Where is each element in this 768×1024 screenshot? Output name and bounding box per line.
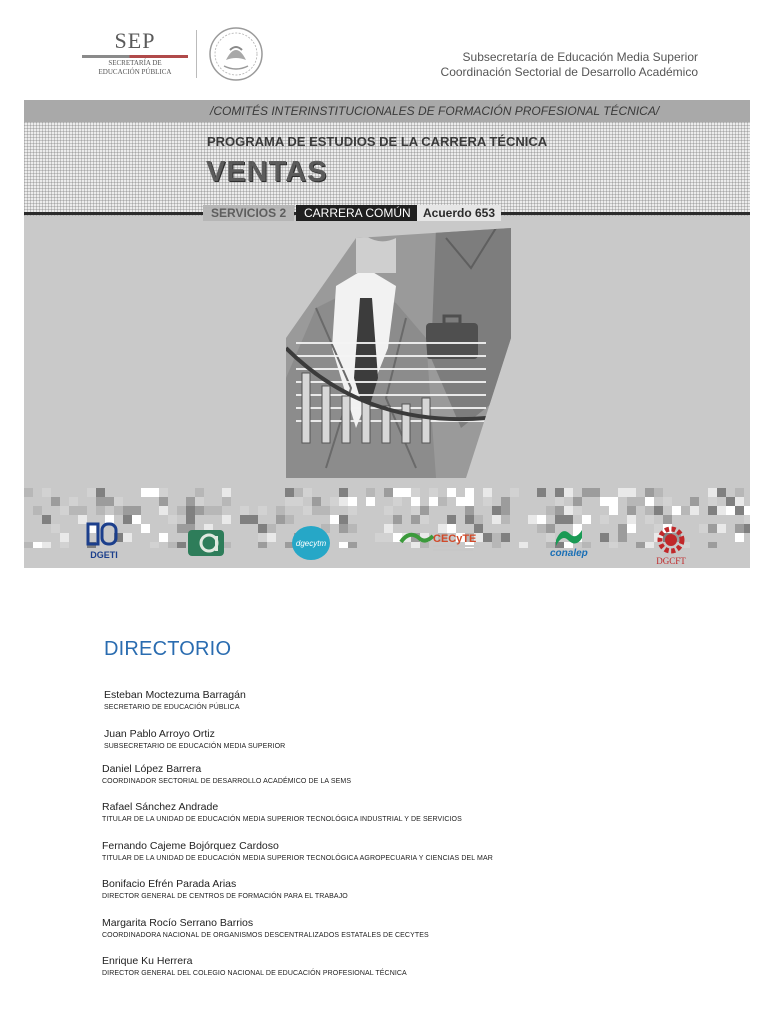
dgeti-logo-icon [86,520,122,550]
mosaic-tile [708,542,717,548]
mosaic-tile [96,497,105,506]
mosaic-tile [663,497,672,506]
mosaic-tile [330,515,339,524]
partner-label-conalep: conalep [550,548,588,559]
mosaic-tile [474,515,483,524]
mosaic-tile [348,542,357,548]
mosaic-tile [735,524,744,533]
mosaic-tile [645,506,654,515]
mosaic-tile [222,488,231,497]
mosaic-tile [582,515,591,524]
mosaic-tile [150,542,159,548]
mosaic-tile [654,506,663,515]
mosaic-tile [105,497,114,506]
mosaic-tile [555,506,564,515]
mosaic-tile [339,524,348,533]
mosaic-tile [645,542,654,548]
mosaic-tile [645,497,654,506]
mosaic-tile [492,542,501,548]
mosaic-tile [294,488,303,497]
mosaic-tile [375,533,384,542]
mosaic-tile [321,506,330,515]
mosaic-tile [726,497,735,506]
mosaic-tile [537,524,546,533]
mosaic-tile [735,506,744,515]
partner-conalep [550,524,588,559]
mosaic-tile [636,542,645,548]
mosaic-tile [285,497,294,506]
mosaic-tile [186,506,195,515]
mosaic-tile [573,497,582,506]
partner-dgcft [654,524,688,566]
partner-label-dgeti: DGETI [90,550,118,560]
mosaic-tile [393,488,402,497]
mosaic-tile [555,515,564,524]
mosaic-tile [627,524,636,533]
mosaic-tile [744,515,750,524]
mosaic-tile [276,506,285,515]
mosaic-tile [708,488,717,497]
directory-entry-name: Margarita Rocío Serrano Barrios [102,917,254,929]
mosaic-tile [186,497,195,506]
mosaic-tile [150,488,159,497]
directory-entry-name: Daniel López Barrera [102,763,202,775]
directory-entry-name: Fernando Cajeme Bojórquez Cardoso [102,840,279,852]
mosaic-tile [555,488,564,497]
cover-banner [24,100,750,568]
mosaic-tile [663,515,672,524]
mosaic-tile [510,488,519,497]
mosaic-tile [222,497,231,506]
header-coordinacion: Coordinación Sectorial de Desarrollo Académico [440,65,698,79]
mosaic-tile [348,497,357,506]
mosaic-tile [708,524,717,533]
header-institution [441,50,698,80]
mosaic-tile [222,515,231,524]
pixel-mosaic [24,488,750,548]
mosaic-tile [483,488,492,497]
mosaic-tile [429,497,438,506]
mosaic-tile [186,515,195,524]
mosaic-tile [312,506,321,515]
mosaic-tile [609,506,618,515]
mosaic-tile [285,488,294,497]
mosaic-tile [600,497,609,506]
mosaic-tile [546,506,555,515]
mosaic-tile [42,488,51,497]
mosaic-tile [708,497,717,506]
mosaic-tile [465,497,474,506]
mosaic-tile [501,497,510,506]
partner-dgeta [187,526,225,558]
mosaic-tile [339,515,348,524]
mosaic-tile [258,506,267,515]
mosaic-tile [618,488,627,497]
mosaic-tile [627,488,636,497]
mosaic-tile [24,488,33,497]
mosaic-tile [339,488,348,497]
mosaic-tile [411,506,420,515]
mosaic-tile [609,497,618,506]
partner-cecyte [399,528,485,556]
mosaic-tile [726,506,735,515]
mosaic-tile [123,515,132,524]
cecyte-logo-icon [399,528,485,556]
mosaic-tile [168,515,177,524]
mosaic-tile [132,515,141,524]
mosaic-tile [384,533,393,542]
mosaic-tile [60,542,69,548]
mosaic-tile [51,497,60,506]
mosaic-tile [411,497,420,506]
directory-entry-role: DIRECTOR GENERAL DE CENTROS DE FORMACIÓN PARA EL TRABAJO [102,893,348,900]
mosaic-tile [51,524,60,533]
directory-title: DIRECTORIO [104,638,232,660]
mosaic-tile [483,497,492,506]
directory-entry-name: Bonifacio Efrén Parada Arias [102,878,237,890]
mosaic-tile [348,506,357,515]
conalep-logo-icon [554,524,584,548]
directory-entry-role: COORDINADORA NACIONAL DE ORGANISMOS DESCENTRALIZADOS ESTATALES DE CECYTES [102,932,429,939]
mosaic-tile [402,488,411,497]
mosaic-tile [627,515,636,524]
mosaic-tile [60,533,69,542]
mosaic-tile [744,506,750,515]
tag-agreement: Acuerdo 653 [417,205,501,221]
mosaic-tile [447,515,456,524]
sep-logo-line1: SECRETARÍA DE [108,59,162,67]
mosaic-tile [717,488,726,497]
mosaic-tile [393,497,402,506]
mosaic-tile [600,533,609,542]
mosaic-tile [258,524,267,533]
mosaic-tile [492,506,501,515]
mosaic-tile [33,542,42,548]
dgeta-logo-icon [187,526,225,558]
header-divider [196,30,197,78]
mosaic-tile [672,506,681,515]
mosaic-tile [42,515,51,524]
tag-area: SERVICIOS 2 [203,205,294,221]
mosaic-tile [366,488,375,497]
directory-entry-role: COORDINADOR SECTORIAL DE DESARROLLO ACADÉMICO DE LA SEMS [102,778,352,785]
mosaic-tile [69,497,78,506]
mosaic-tile [366,497,375,506]
mosaic-tile [339,542,348,548]
mosaic-tile [465,506,474,515]
mosaic-tile [564,488,573,497]
career-name: VENTAS [206,156,328,188]
mosaic-tile [177,506,186,515]
mosaic-tile [123,533,132,542]
svg-text:dgecytm: dgecytm [295,539,327,548]
mosaic-tile [555,497,564,506]
mosaic-tile [735,488,744,497]
mosaic-tile [618,524,627,533]
mosaic-tile [744,524,750,533]
mosaic-tile [87,488,96,497]
mosaic-tile [411,515,420,524]
mosaic-tile [249,515,258,524]
mosaic-tile [294,497,303,506]
mosaic-tile [618,533,627,542]
mosaic-tile [501,533,510,542]
directory-entry-name: Rafael Sánchez Andrade [102,801,219,813]
mosaic-tile [636,497,645,506]
mosaic-tile [96,488,105,497]
sep-logo-bar [82,55,188,58]
mosaic-tile [177,542,186,548]
directory-entry-role: DIRECTOR GENERAL DEL COLEGIO NACIONAL DE EDUCACIÓN PROFESIONAL TÉCNICA [102,970,407,977]
mosaic-tile [627,497,636,506]
mosaic-tile [717,506,726,515]
committee-title: /COMITÉS INTERINSTITUCIONALES DE FORMACIÓN PROFESIONAL TÉCNICA/ [210,104,660,118]
partner-dgeti [86,520,122,560]
mosaic-tile [348,524,357,533]
mosaic-tile [240,506,249,515]
mosaic-tile [447,488,456,497]
mosaic-tile [438,497,447,506]
mosaic-tile [258,533,267,542]
mosaic-tile [501,515,510,524]
mosaic-tile [123,506,132,515]
mosaic-tile [564,515,573,524]
mosaic-tile [384,488,393,497]
mosaic-tile [627,506,636,515]
mosaic-tile [303,488,312,497]
mosaic-tile [177,524,186,533]
header-subsecretaria: Subsecretaría de Educación Media Superior [462,50,698,64]
mosaic-tile [690,506,699,515]
mosaic-tile [258,542,267,548]
directory-entry-role: SECRETARIO DE EDUCACIÓN PÚBLICA [104,704,240,711]
mosaic-tile [159,497,168,506]
mosaic-tile [735,497,744,506]
mosaic-tile [60,506,69,515]
mosaic-tile [420,515,429,524]
mosaic-tile [645,488,654,497]
svg-text:CECyTE: CECyTE [433,533,477,545]
mosaic-tile [492,533,501,542]
tag-career-type: CARRERA COMÚN [296,205,419,221]
partner-dgecytm [290,524,332,562]
mosaic-tile [96,506,105,515]
mosaic-tile [114,506,123,515]
dgcft-gear-logo-icon [654,524,688,556]
mosaic-tile [42,542,51,548]
mosaic-tile [213,506,222,515]
directory-entry-role: TITULAR DE LA UNIDAD DE EDUCACIÓN MEDIA SUPERIOR TECNOLÓGICA INDUSTRIAL Y DE SERVICIOS [102,816,462,823]
mosaic-tile [420,506,429,515]
mosaic-tile [384,506,393,515]
mosaic-tile [267,533,276,542]
mosaic-tile [681,506,690,515]
mosaic-tile [456,497,465,506]
dgecytm-logo-icon [290,524,332,562]
mosaic-tile [492,515,501,524]
mosaic-tile [24,542,33,548]
mosaic-tile [33,506,42,515]
mosaic-tile [591,488,600,497]
mosaic-tile [285,515,294,524]
mosaic-tile [600,515,609,524]
mosaic-tile [168,542,177,548]
mosaic-tile [609,542,618,548]
mosaic-tile [717,524,726,533]
mosaic-tile [519,542,528,548]
mosaic-tile [393,515,402,524]
mosaic-tile [708,506,717,515]
sep-logo [80,28,190,80]
directory-entry-role: TITULAR DE LA UNIDAD DE EDUCACIÓN MEDIA SUPERIOR TECNOLÓGICA AGROPECUARIA Y CIENCIAS DEL MAR [102,855,493,862]
mosaic-tile [573,506,582,515]
mosaic-tile [267,524,276,533]
mosaic-tile [276,515,285,524]
mosaic-tile [384,524,393,533]
directory-entry-name: Enrique Ku Herrera [102,955,193,967]
mosaic-tile [537,515,546,524]
mosaic-tile [195,497,204,506]
directory-entry-name: Juan Pablo Arroyo Ortiz [104,728,215,740]
mosaic-tile [312,497,321,506]
mosaic-tile [411,488,420,497]
mosaic-tile [141,488,150,497]
mosaic-tile [429,488,438,497]
businessman-illustration [256,228,516,498]
mosaic-tile [465,488,474,497]
mosaic-tile [159,506,168,515]
mosaic-tile [141,524,150,533]
mosaic-tile [564,506,573,515]
mosaic-tile [690,497,699,506]
mosaic-tile [654,488,663,497]
national-seal-icon [208,26,264,82]
partner-label-dgcft: DGCFT [656,556,686,566]
mosaic-tile [465,515,474,524]
sep-logo-word: SEP [114,28,156,53]
mosaic-tile [159,488,168,497]
mosaic-tile [735,533,744,542]
mosaic-tile [645,515,654,524]
mosaic-tile [159,533,168,542]
mosaic-tile [339,497,348,506]
directory-entry-role: SUBSECRETARIO DE EDUCACIÓN MEDIA SUPERIOR [104,743,286,750]
mosaic-tile [501,506,510,515]
mosaic-tile [528,515,537,524]
mosaic-tile [582,488,591,497]
mosaic-tile [132,506,141,515]
mosaic-tile [78,506,87,515]
mosaic-tile [69,506,78,515]
mosaic-tile [699,524,708,533]
mosaic-tile [114,497,123,506]
program-title: PROGRAMA DE ESTUDIOS DE LA CARRERA TÉCNICA [207,134,548,149]
mosaic-tile [303,506,312,515]
sep-logo-line2: EDUCACIÓN PÚBLICA [98,68,172,76]
mosaic-tile [195,506,204,515]
mosaic-tile [195,488,204,497]
mosaic-tile [204,506,213,515]
mosaic-tile [240,515,249,524]
directory-entry-name: Esteban Moctezuma Barragán [104,689,246,701]
mosaic-tile [330,497,339,506]
mosaic-tile [537,488,546,497]
